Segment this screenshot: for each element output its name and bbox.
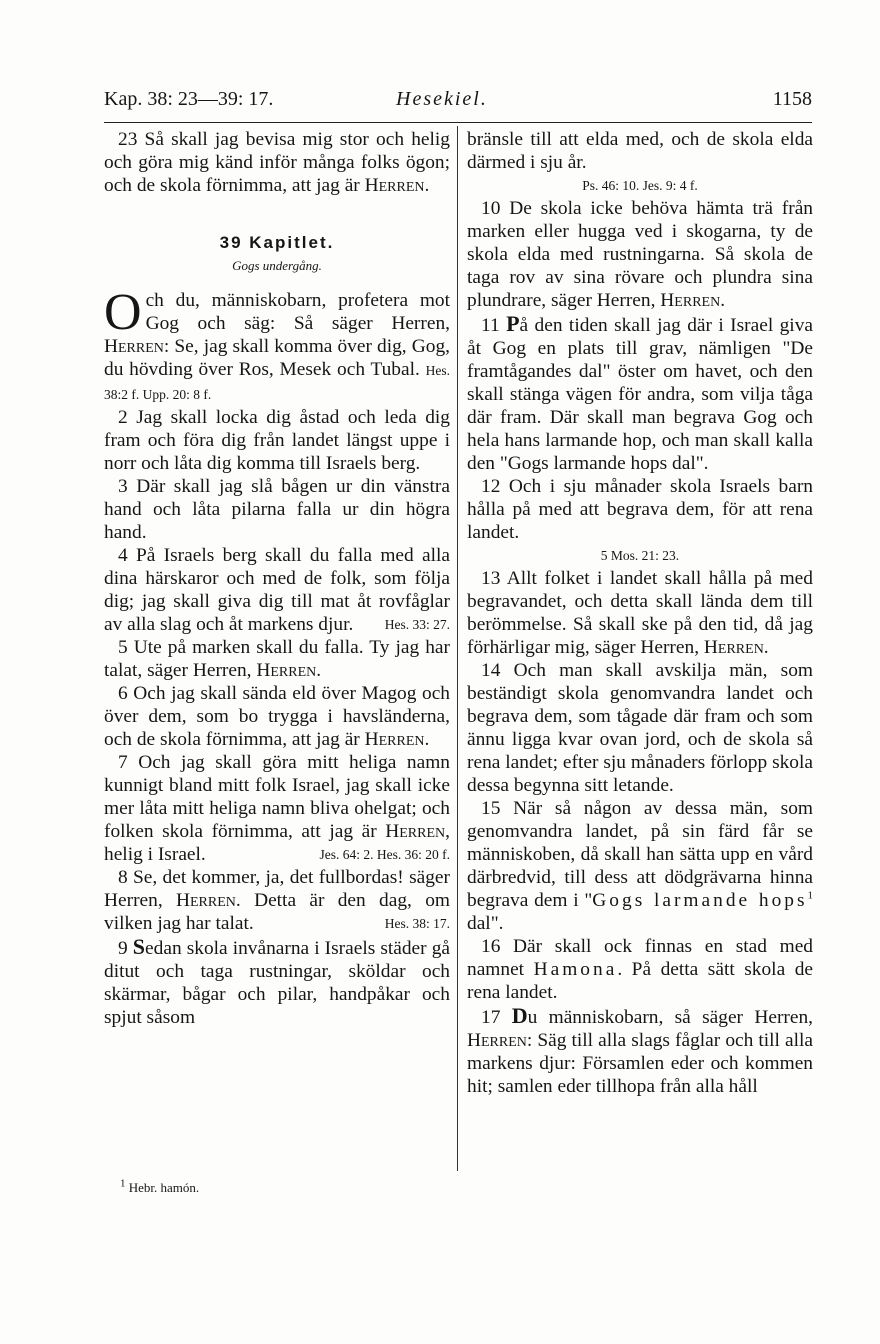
verse-39-10: 10 De skola icke behöva hämta trä från marken eller hugga ved i skogarna, ty de skola elda med rustningarna. Så skola de taga rov av sina rövare och plundra sina plundrare, säger Herren, Herren. — [467, 198, 813, 311]
verse-39-14: 14 Och man skall avskilja män, som beständigt skola genomvandra landet och begrava dem, som tågade där fram och som ännu ligga kvar ovan jord, och de skola så rena landet; efter sju månaders förlopp skola dessa begynna sitt letande. — [467, 660, 813, 796]
footnote: $^1$ Hebr. hamón. — [120, 1177, 200, 1195]
right-column — [467, 128, 813, 1098]
column-divider — [457, 126, 458, 1171]
footnote-marker: 1 — [807, 889, 814, 902]
chapter-heading: 39 Kapitlet. — [219, 233, 335, 252]
cross-reference: Jes. 64: 2. Hes. 36: 20 f. — [319, 847, 450, 862]
cross-reference: Hes. 33: 27. — [384, 617, 450, 632]
page-number: 1158 — [772, 88, 812, 110]
page-header — [104, 88, 812, 120]
verse-39-3: 3 Där skall jag slå bågen ur din vänstra hand och låta pilarna falla ur din högra hand. — [104, 476, 450, 543]
verse-39-7: 7 Och jag skall göra mitt heliga namn kunnigt bland mitt folk Israel, jag skall icke mer låta mitt heliga namn bliva ohelgat; och folken skola förnimma, att jag är Herren, helig i Israel. Jes. 64: 2. Hes. 36: 20 f. — [104, 752, 450, 865]
chapter-subtitle: Gogs undergång. — [232, 258, 322, 273]
left-column — [104, 128, 450, 1029]
drop-cap: O — [104, 284, 142, 341]
verse-39-5: 5 Ute på marken skall du falla. Ty jag har talat, säger Herren, Herren. — [104, 637, 450, 681]
cross-reference: Ps. 46: 10. Jes. 9: 4 f. — [582, 178, 698, 193]
cross-reference: Hes. 38:2 f. Upp. 20: 8 f. — [104, 363, 450, 402]
cross-reference: 5 Mos. 21: 23. — [600, 548, 680, 563]
verse-39-17: 17 Du människobarn, så säger Herren, Herren: Säg till alla slags fåglar och till alla markens djur: Församlen eder och kommen hit; samlen eder tillhopa från alla håll — [467, 1003, 814, 1097]
verse-39-8: 8 Se, det kommer, ja, det fullbordas! säger Herren, Herren. Detta är den dag, om vilken jag har talat. Hes. 38: 17. — [104, 867, 450, 934]
verse-39-4: 4 På Israels berg skall du falla med alla dina härskaror och med de folk, som följa dig; jag skall giva dig till mat åt rovfåglar av alla slag och åt markens djur. Hes. 33: 27. — [104, 545, 450, 635]
verse-39-9: 9 Sedan skola invånarna i Israels städer gå ditut och taga rustningar, sköldar och skärmar, bågar och pilar, handpåkar och spjut såsom — [104, 934, 450, 1028]
verse-39-12: 12 Och i sju månader skola Israels barn hålla på med att begrava dem, för att rena landet. — [467, 476, 813, 543]
verse-39-11: 11 På den tiden skall jag där i Israel giva åt Gog en plats till grav, nämligen "De framtågandes dal" öster om havet, och den skall stänga vägen för andra, som vilja tåga där fram. Där skall man begrava Gog och hela hans larmande hop, och man skall kalla den "Gogs larmande hops dal". — [467, 311, 813, 474]
verse-38-23: 23 Så skall jag bevisa mig stor och helig och göra mig känd inför många folks ögon; och de skola förnimma, att jag är Herren. — [104, 129, 450, 196]
verse-39-6: 6 Och jag skall sända eld över Magog och över dem, som bo trygga i havsländerna, och de skola förnimma, att jag är Herren. — [104, 683, 450, 750]
header-rule — [104, 122, 812, 123]
verse-39-16: 16 Där skall ock finnas en stad med namnet Hamona. På detta sätt skola de rena landet. — [467, 936, 813, 1003]
chapter-range: Kap. 38: 23—39: 17. — [104, 88, 274, 110]
verse-39-15: 15 När så någon av dessa män, som genomvandra landet, på sin färd får se människoben, då skall han sätta upp en vård därbredvid, till dess att dödgrävarna hinna begrava dem i "Gogs larmande hops$^1$ dal". — [467, 798, 814, 934]
verse-39-9-cont: bränsle till att elda med, och de skola elda därmed i sju år. — [467, 129, 813, 173]
book-title: Hesekiel. — [396, 88, 488, 110]
verse-39-1: Och du, människobarn, profetera mot Gog och säg: Så säger Herren, Herren: Se, jag skall komma över dig, Gog, du hövding över Ros, Mesek och Tubal. Hes. 38:2 f. Upp. 20: 8 f. — [104, 284, 450, 402]
cross-reference: Hes. 38: 17. — [384, 916, 450, 931]
verse-39-13: 13 Allt folket i landet skall hålla på med begravandet, och detta skall lända dem till berömmelse. Så skall ske på den tid, då jag förhärligar mig, säger Herren, Herren. — [467, 568, 813, 658]
verse-39-2: 2 Jag skall locka dig åstad och leda dig fram och föra dig från landet längst uppe i norr och låta dig komma till Israels berg. — [104, 407, 450, 474]
